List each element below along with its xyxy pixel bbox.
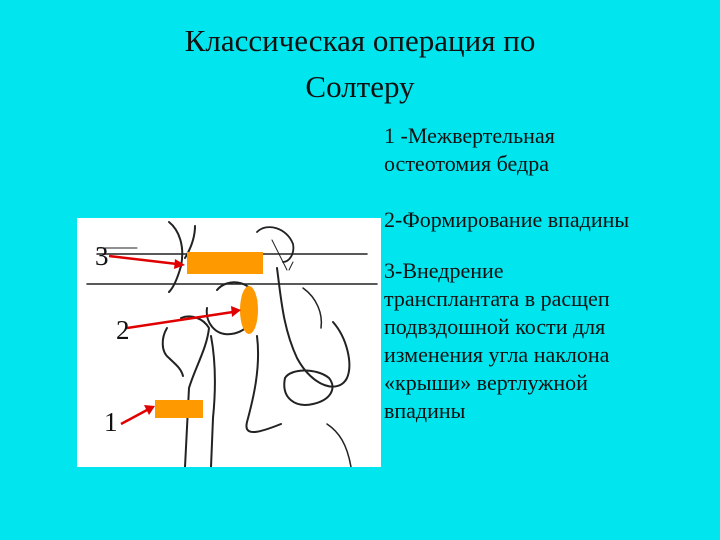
femur-shaft	[181, 316, 215, 467]
arrow-2	[127, 312, 233, 328]
item-3-line-5: «крыши» вертлужной	[384, 370, 588, 395]
arrow-3	[109, 256, 177, 264]
graft-block-1	[155, 400, 203, 418]
item-1-line-2: остеотомия бедра	[384, 151, 549, 176]
inner-pelvis	[303, 288, 321, 328]
pelvis-curve	[277, 268, 349, 387]
list-item-3	[384, 257, 704, 425]
greater-trochanter	[163, 328, 183, 376]
list-item-2	[384, 206, 714, 234]
acetabulum-curve	[246, 336, 281, 432]
item-3-line-6: впадины	[384, 398, 466, 423]
item-1-line-1: 1 -Межвертельная	[384, 123, 555, 148]
pubic-line	[327, 424, 351, 467]
title-line-1: Классическая операция по	[184, 23, 536, 58]
item-3-line-3: подвздошной кости для	[384, 314, 606, 339]
item-2-line-1: 2-Формирование впадины	[384, 207, 630, 232]
marker-2: 2	[116, 315, 130, 345]
arrow-1	[121, 410, 147, 424]
slide-title	[120, 18, 600, 110]
title-line-2: Солтеру	[305, 69, 415, 104]
marker-1: 1	[104, 407, 118, 437]
item-3-line-2: трансплантата в расщеп	[384, 286, 610, 311]
marker-3: 3	[95, 241, 109, 271]
item-3-line-4: изменения угла наклона	[384, 342, 610, 367]
list-item-1	[384, 122, 704, 178]
graft-block-3	[187, 252, 263, 274]
arrow-3-head	[174, 259, 185, 269]
arrow-2-head	[231, 306, 241, 317]
item-3-line-1: 3-Внедрение	[384, 258, 504, 283]
graft-ellipse-2	[240, 286, 258, 334]
